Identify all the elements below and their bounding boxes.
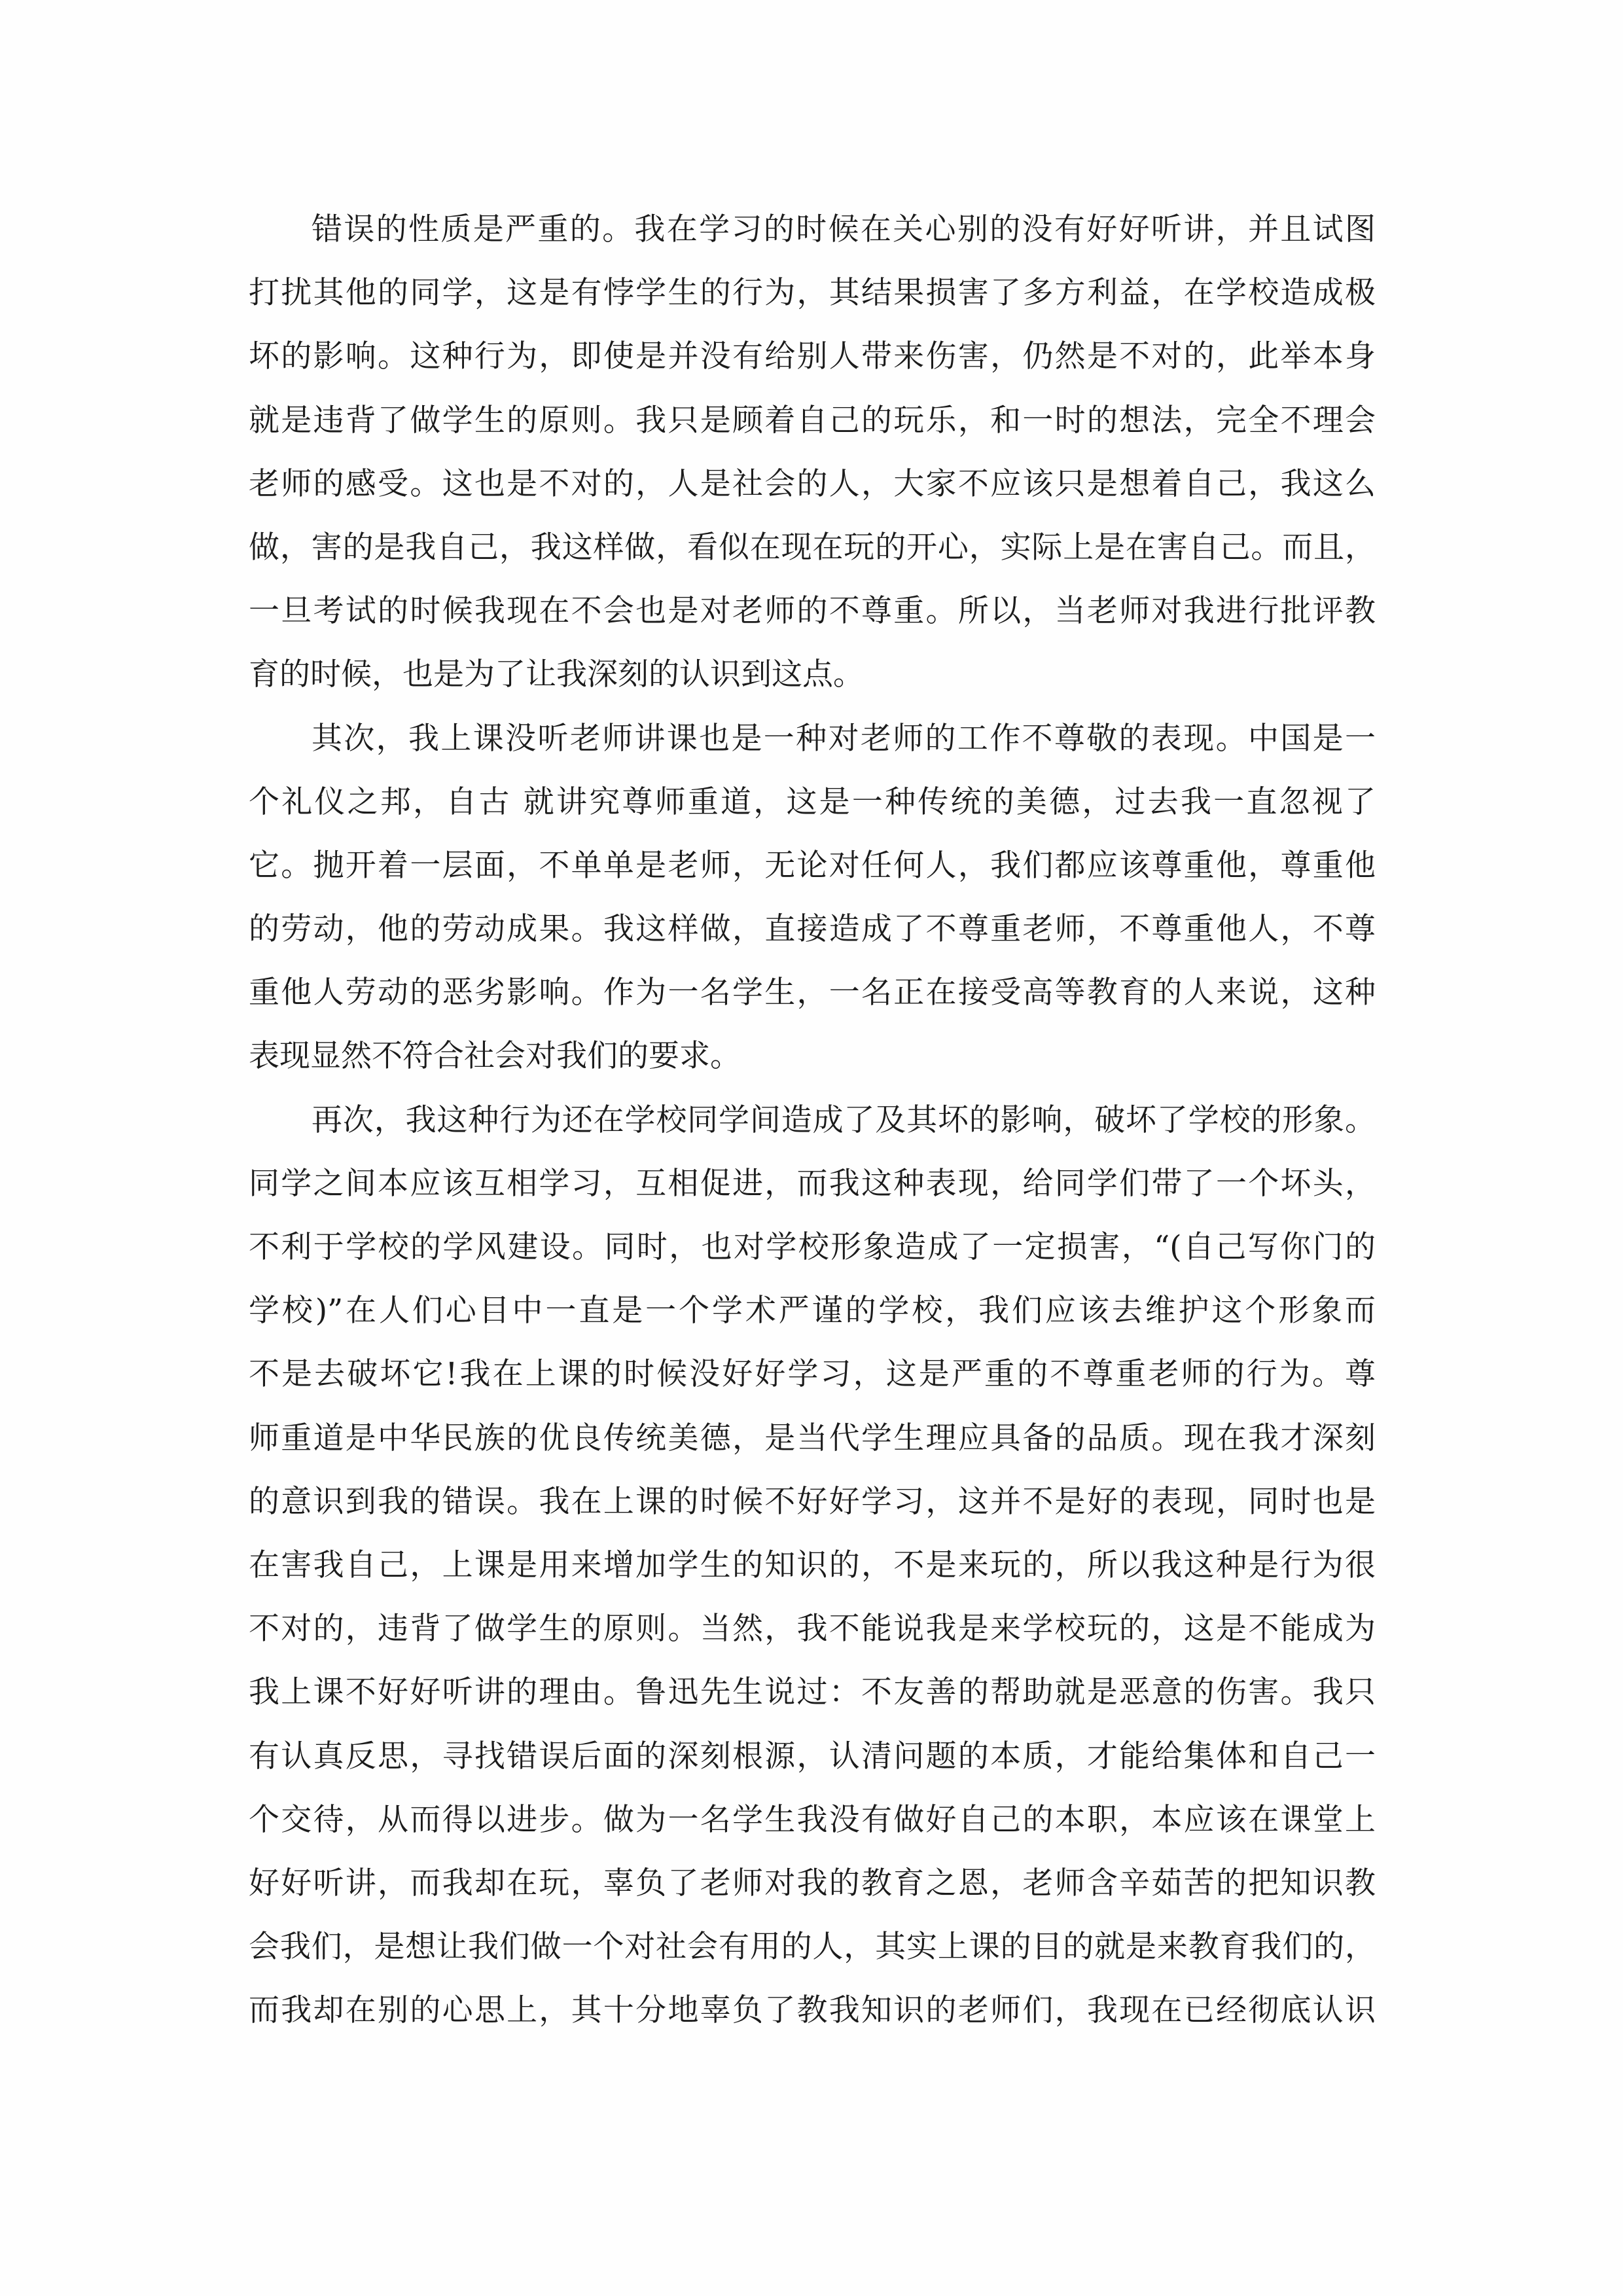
text-line: 老师的感受。这也是不对的，人是社会的人，大家不应该只是想着自己，我这么: [249, 465, 1376, 502]
text-line: 再次，我这种行为还在学校同学间造成了及其坏的影响，破坏了学校的形象。: [312, 1102, 1376, 1138]
text-line: 的劳动，他的劳动成果。我这样做，直接造成了不尊重老师，不尊重他人，不尊: [249, 911, 1376, 948]
text-line: 坏的影响。这种行为，即使是并没有给别人带来伤害，仍然是不对的，此举本身: [249, 338, 1376, 375]
text-line: 会我们，是想让我们做一个对社会有用的人，其实上课的目的就是来教育我们的，: [249, 1929, 1376, 1965]
text-line: 重他人劳动的恶劣影响。作为一名学生，一名正在接受高等教育的人来说，这种: [249, 975, 1376, 1011]
text-line: 一旦考试的时候我现在不会也是对老师的不尊重。所以，当老师对我进行批评教: [249, 593, 1376, 630]
text-line: 个礼仪之邦，自古 就讲究尊师重道，这是一种传统的美德，过去我一直忽视了: [249, 783, 1376, 820]
text-line: 在害我自己，上课是用来增加学生的知识的，不是来玩的，所以我这种是行为很: [249, 1547, 1376, 1583]
text-line: 不是去破坏它!我在上课的时候没好好学习，这是严重的不尊重老师的行为。尊: [249, 1356, 1376, 1393]
text-line: 学校)”在人们心目中一直是一个学术严谨的学校，我们应该去维护这个形象而: [249, 1293, 1376, 1329]
text-line: 我上课不好好听讲的理由。鲁迅先生说过：不友善的帮助就是恶意的伤害。我只: [249, 1674, 1376, 1711]
text-line: 有认真反思，寻找错误后面的深刻根源，认清问题的本质，才能给集体和自己一: [249, 1738, 1376, 1774]
text-line: 同学之间本应该互相学习，互相促进，而我这种表现，给同学们带了一个坏头，: [249, 1165, 1376, 1202]
text-line: 其次，我上课没听老师讲课也是一种对老师的工作不尊敬的表现。中国是一: [312, 720, 1376, 757]
text-line: 育的时候，也是为了让我深刻的认识到这点。: [249, 656, 864, 693]
body-text: [249, 198, 1376, 2042]
text-line: 打扰其他的同学，这是有悖学生的行为，其结果损害了多方利益，在学校造成极: [249, 275, 1376, 312]
text-line: 不对的，违背了做学生的原则。当然，我不能说我是来学校玩的，这是不能成为: [249, 1611, 1376, 1647]
text-line: 好好听讲，而我却在玩，辜负了老师对我的教育之恩，老师含辛茹苦的把知识教: [249, 1865, 1376, 1901]
paragraph-3: [249, 1088, 1376, 2043]
paragraph-1: [249, 198, 1376, 707]
text-line: 表现显然不符合社会对我们的要求。: [249, 1038, 741, 1075]
text-line: 的意识到我的错误。我在上课的时候不好好学习，这并不是好的表现，同时也是: [249, 1483, 1376, 1520]
text-line: 就是违背了做学生的原则。我只是顾着自己的玩乐，和一时的想法，完全不理会: [249, 402, 1376, 439]
text-line: 做，害的是我自己，我这样做，看似在现在玩的开心，实际上是在害自己。而且，: [249, 529, 1376, 565]
text-line: 不利于学校的学风建设。同时，也对学校形象造成了一定损害，“(自己写你门的: [249, 1229, 1376, 1265]
text-line: 个交待，从而得以进步。做为一名学生我没有做好自己的本职，本应该在课堂上: [249, 1801, 1376, 1838]
paragraph-2: [249, 707, 1376, 1088]
text-line: 师重道是中华民族的优良传统美德，是当代学生理应具备的品质。现在我才深刻: [249, 1420, 1376, 1456]
text-line: 它。抛开着一层面，不单单是老师，无论对任何人，我们都应该尊重他，尊重他: [249, 847, 1376, 884]
text-line: 错误的性质是严重的。我在学习的时候在关心别的没有好好听讲，并且试图: [312, 211, 1376, 247]
text-line: 而我却在别的心思上，其十分地辜负了教我知识的老师们，我现在已经彻底认识: [249, 1992, 1376, 2029]
